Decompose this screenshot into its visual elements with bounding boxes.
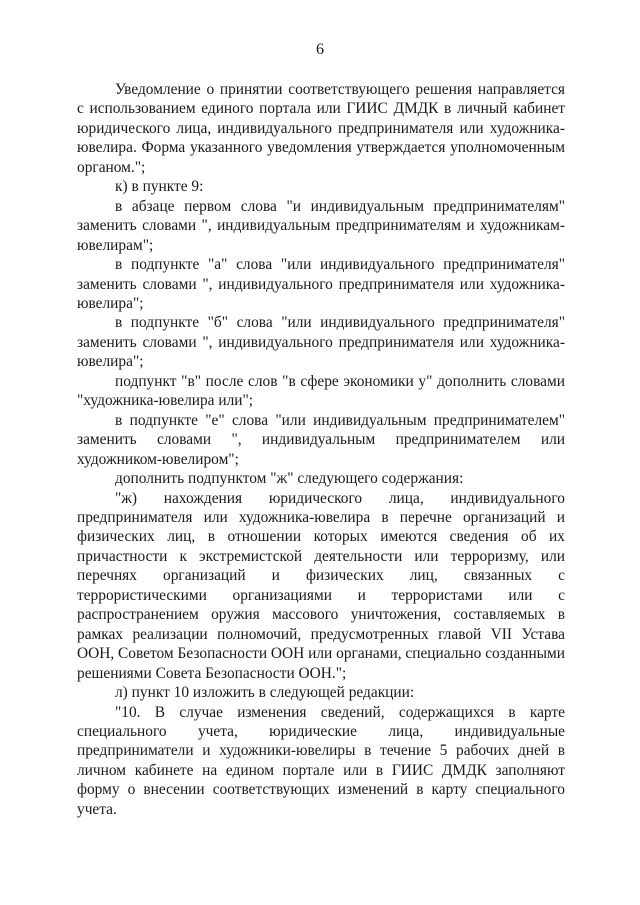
paragraph-item-10-text: "10. В случае изменения сведений, содержащихся в карте специального учета, юридические лица, индивидуальные предприниматели и художники-ювелиры в течение 5 рабочих дней в личном кабинете на едином портале или в ГИИС ДМДК заполняют форму о внесении соответствующих изменений в карту специального учета. xyxy=(77,703,565,818)
paragraph-add-subitem-zh: дополнить подпунктом "ж" следующего содержания: xyxy=(115,470,464,488)
paragraph-subitem-e: в подпункте "е" слова "или индивидуальным предпринимателем" заменить словами ", индивидуальным предпринимателем или художником-ювелиром"; xyxy=(77,411,565,468)
paragraph-subitem-a: в подпункте "а" слова "или индивидуального предпринимателя" заменить словами ", индивидуального предпринимателя или художника-ювелира"; xyxy=(77,256,565,312)
paragraph-item-k: к) в пункте 9: xyxy=(115,178,204,196)
paragraph-first-abzac: в абзаце первом слова "и индивидуальным предпринимателям" заменить словами ", индивидуальным предпринимателям и художникам-ювелирам"; xyxy=(77,197,565,254)
paragraph-notification: Уведомление о принятии соответствующего решения направляется с использованием единого портала или ГИИС ДМДК в личный кабинет юридического лица, индивидуального предпринимателя или художника-ювелира. Форма указанного уведомления утверждается уполномоченным органом."; xyxy=(77,81,565,176)
paragraph-subitem-zh-text: "ж) нахождения юридического лица, индивидуального предпринимателя или художника-ювелира в перечне организаций и физических лиц, в отношении которых имеются сведения об их причастности к экстремистской деятельности или терроризму, или перечнях организаций и физических лиц, связанных с террористическими организациями и террористами или с распространением оружия массового уничтожения, составляемых в рамках реализации полномочий, предусмотренных главой VII Устава ООН, Советом Безопасности ООН или органами, специально созданными решениями Совета Безопасности ООН."; xyxy=(77,489,565,682)
paragraph-subitem-v: подпункт "в" после слов "в сфере экономики у" дополнить словами "художника-ювелира или"; xyxy=(77,372,565,410)
page-number: 6 xyxy=(316,41,324,58)
paragraph-item-l: л) пункт 10 изложить в следующей редакции: xyxy=(115,684,415,702)
paragraph-subitem-b: в подпункте "б" слова "или индивидуального предпринимателя" заменить словами ", индивидуального предпринимателя или художника-ювелира"; xyxy=(77,314,565,371)
document-body xyxy=(77,80,565,819)
